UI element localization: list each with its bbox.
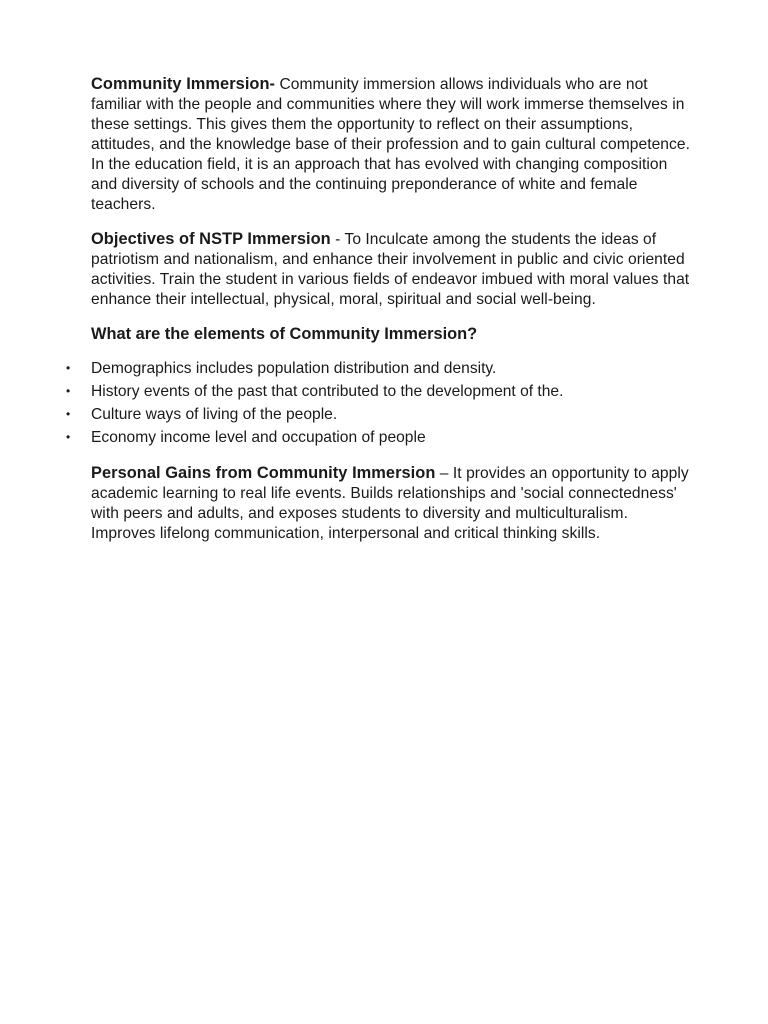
list-item: [0, 357, 691, 380]
community-immersion-heading: Community Immersion-: [91, 75, 276, 93]
personal-gains-heading: Personal Gains from Community Immersion: [91, 464, 436, 482]
bullet-icon: •: [66, 430, 71, 444]
list-item-text: Economy income level and occupation of people: [91, 429, 426, 446]
list-item-text: History events of the past that contributed to the development of the.: [91, 383, 564, 400]
list-item: [0, 403, 691, 426]
list-item: [0, 426, 691, 449]
community-immersion-body: Community immersion allows individuals who are not familiar with the people and communities where they will work immerse themselves in these settings. This gives them the opportunity to reflect on their assumptions, attitudes, and the knowledge base of their profession and to gain cultural competence. In the education field, it is an approach that has evolved with changing composition and diversity of schools and the continuing preponderance of white and female teachers.: [91, 76, 690, 213]
personal-gains-paragraph: [91, 463, 691, 544]
bullet-icon: •: [66, 407, 71, 421]
community-immersion-paragraph: [91, 74, 691, 215]
personal-gains-separator: –: [435, 465, 453, 482]
personal-gains-body: It provides an opportunity to apply academic learning to real life events. Builds relationships and 'social connectedness' with peers and adults, and exposes students to diversity and multiculturalism. Improves lifelong communication, interpersonal and critical thinking skills.: [91, 465, 689, 542]
elements-heading: What are the elements of Community Immersion?: [91, 325, 478, 343]
bullet-icon: •: [66, 361, 71, 375]
list-item-text: Demographics includes population distribution and density.: [91, 360, 497, 377]
document-content: [66, 74, 691, 555]
bullet-icon: •: [66, 384, 71, 398]
elements-list: [0, 357, 691, 449]
objectives-heading: Objectives of NSTP Immersion: [91, 230, 331, 248]
list-item: [0, 380, 691, 403]
objectives-body: - To Inculcate among the students the ideas of patriotism and nationalism, and enhance their involvement in public and civic oriented activities. Train the student in various fields of endeavor imbued with moral values that enhance their intellectual, physical, moral, spiritual and social well-being.: [91, 231, 690, 308]
list-item-text: Culture ways of living of the people.: [91, 406, 338, 423]
objectives-paragraph: [91, 229, 691, 310]
